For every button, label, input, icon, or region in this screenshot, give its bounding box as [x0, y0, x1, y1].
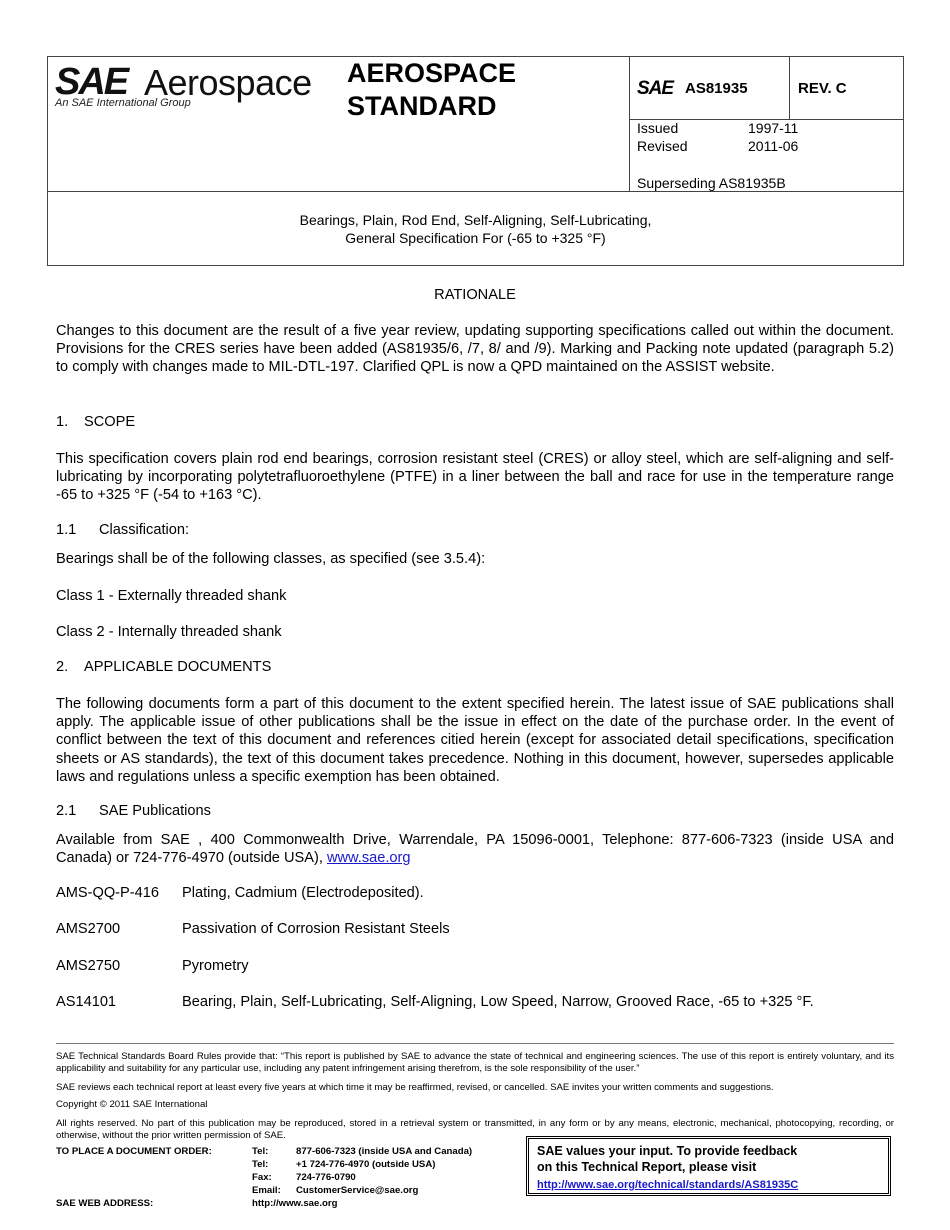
class-1-item: Class 1 - Externally threaded shank: [56, 588, 287, 604]
scope-paragraph: This specification covers plain rod end bearings, corrosion resistant steel (CRES) or alloy steel, which are self-aligning and self-lubricating by incorporating polytetrafluoroethylene (PTFE) in a liner between the ball and race for use in the temperature range -65 to +325 °F (-54 to +163 °C).: [56, 451, 894, 504]
superseding: Superseding AS81935B: [637, 175, 786, 191]
reference-title: Plating, Cadmium (Electrodeposited).: [182, 885, 424, 901]
document-number: AS81935: [685, 80, 748, 97]
review-note: SAE reviews each technical report at least every five years at which time it may be reaffirmed, revised, or cancelled. SAE invites your written comments and suggestions.: [56, 1082, 774, 1093]
section-title: SAE Publications: [99, 803, 211, 819]
aerospace-logo-text: Aerospace: [144, 62, 312, 103]
revision-label: REV. C: [798, 80, 847, 97]
copyright-note: Copyright © 2011 SAE International: [56, 1099, 208, 1110]
fax-value: 724-776-0790: [296, 1172, 356, 1183]
sae-publications-text: Available from SAE , 400 Commonwealth Drive, Warrendale, PA 15096-0001, Telephone: 877-606-7323 (inside USA and Canada) or 724-776-4970 (outside USA),: [56, 832, 894, 867]
fax-label: Fax:: [252, 1172, 272, 1183]
tel-label: Tel:: [252, 1146, 269, 1157]
document-title-line2: General Specification For (-65 to +325 °F): [345, 230, 606, 246]
sae-website-link[interactable]: www.sae.org: [326, 850, 411, 867]
header-box: [47, 56, 904, 266]
reference-title: Bearing, Plain, Self-Lubricating, Self-Aligning, Low Speed, Narrow, Grooved Race, -65 to +325 °F.: [182, 994, 814, 1010]
tel2-label: Tel:: [252, 1159, 269, 1170]
reference-code: AS14101: [56, 994, 117, 1010]
sae-logo: SAE: [55, 61, 128, 103]
standard-type: [347, 57, 516, 123]
section-1-heading: [56, 414, 135, 430]
email-label: Email:: [252, 1185, 281, 1196]
web-value: http://www.sae.org: [252, 1198, 338, 1209]
rationale-paragraph: Changes to this document are the result of a five year review, updating supporting specifications called out within the document. Provisions for the CRES series have been added (AS81935/6, /7, 8/ and /9). Marking and Packing note updated (paragraph 5.2) to comply with changes made to MIL-DTL-197. Clarified QPL is now a QPD maintained on the ASSIST website.: [56, 323, 894, 376]
sae-publications-paragraph: [56, 831, 894, 867]
issued-date: 1997-11: [748, 120, 799, 136]
section-number: 2.1: [56, 803, 77, 819]
header-divider: [48, 191, 903, 192]
section-title: SCOPE: [84, 414, 136, 430]
feedback-box: [526, 1136, 891, 1196]
reference-code: AMS-QQ-P-416: [56, 885, 159, 901]
revised-label: Revised: [637, 138, 688, 154]
rationale-heading: RATIONALE: [434, 287, 516, 303]
feedback-line1: SAE values your input. To provide feedback: [537, 1144, 798, 1158]
section-2-1-heading: [56, 803, 211, 819]
email-value: CustomerService@sae.org: [296, 1185, 419, 1196]
logo-tagline: An SAE International Group: [55, 97, 191, 109]
document-title: [48, 211, 903, 247]
reference-code: AMS2700: [56, 921, 121, 937]
tel-value: 877-606-7323 (inside USA and Canada): [296, 1146, 473, 1157]
section-1-1-heading: [56, 522, 189, 538]
section-title: APPLICABLE DOCUMENTS: [84, 659, 272, 675]
classification-paragraph: Bearings shall be of the following classes, as specified (see 3.5.4):: [56, 551, 486, 567]
standard-type-line2: STANDARD: [347, 91, 497, 121]
class-2-item: Class 2 - Internally threaded shank: [56, 624, 282, 640]
revised-date: 2011-06: [748, 138, 799, 154]
feedback-link[interactable]: http://www.sae.org/technical/standards/AS81935C: [537, 1179, 799, 1191]
rights-note: All rights reserved. No part of this publication may be reproduced, stored in a retrieval system or transmitted, in any form or by any means, electronic, mechanical, photocopying, recording, or otherwise, without the prior written permission of SAE.: [56, 1118, 894, 1141]
section-number: 1.1: [56, 522, 77, 538]
reference-code: AMS2750: [56, 958, 121, 974]
header-divider: [629, 57, 630, 191]
section-2-heading: [56, 659, 271, 675]
document-title-line1: Bearings, Plain, Rod End, Self-Aligning, Self-Lubricating,: [299, 212, 652, 228]
footer-rule: [56, 1043, 894, 1044]
issued-label: Issued: [637, 120, 679, 136]
section-number: 1.: [56, 414, 69, 430]
board-rules-note: SAE Technical Standards Board Rules provide that: “This report is published by SAE to advance the state of technical and engineering sciences. The use of this report is entirely voluntary, and its applicability and suitability for any particular use, including any patent infringement arising therefrom, is the sole responsibility of the user.”: [56, 1051, 894, 1074]
section-title: Classification:: [99, 522, 190, 538]
tel2-value: +1 724-776-4970 (outside USA): [296, 1159, 436, 1170]
standard-type-line1: AEROSPACE: [347, 58, 517, 88]
web-label: SAE WEB ADDRESS:: [56, 1198, 154, 1209]
reference-title: Pyrometry: [182, 958, 249, 974]
applicable-documents-paragraph: The following documents form a part of this document to the extent specified herein. The latest issue of SAE publications shall apply. The applicable issue of other publications shall be the issue in effect on the date of the purchase order. In the event of conflict between the text of this document and references citied herein (except for associated detail specifications, specification sheets or AS standards), the text of this document takes precedence. Nothing in this document, however, supersedes applicable laws and regulations unless a specific exemption has been obtained.: [56, 696, 894, 785]
header-divider: [789, 57, 790, 119]
reference-title: Passivation of Corrosion Resistant Steels: [182, 921, 450, 937]
feedback-line2: on this Technical Report, please visit: [537, 1160, 757, 1174]
doc-sae-logo: SAE: [637, 78, 674, 99]
order-label: TO PLACE A DOCUMENT ORDER:: [56, 1146, 212, 1157]
section-number: 2.: [56, 659, 69, 675]
